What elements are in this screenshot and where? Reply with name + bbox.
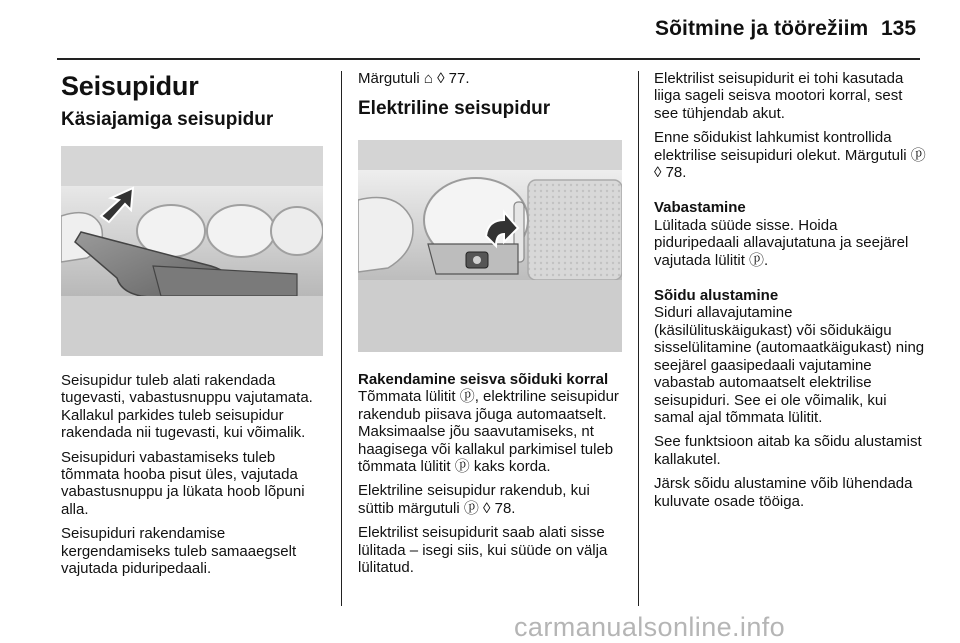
electric-brake-illustration (358, 140, 622, 352)
paragraph: Järsk sõidu alustamine võib lühendada kuluvate osade tööiga. (654, 475, 913, 510)
header-divider (57, 58, 920, 60)
watermark: carmanualsonline.info (514, 612, 786, 642)
section-title: Seisupidur (61, 71, 199, 101)
paragraph: Enne sõidukist lahkumist kontrollida elektrilise seisupiduri olekut. Märgutuli ⓟ ◊ 78. (654, 129, 926, 182)
paragraph: Elektrilist seisupidurit saab alati sisse lülitada – isegi siis, kui süüde on välja lülitatud. (358, 524, 608, 577)
electric-brake-figure (358, 140, 622, 352)
paragraph: See funktsioon aitab ka sõidu alustamist kallakutel. (654, 433, 922, 468)
paragraph: Seisupiduri vabastamiseks tuleb tõmmata hooba pisut üles, vajutada vabastusnuppu ja lükata hoob lõpuni alla. (61, 448, 305, 518)
column-1 (61, 70, 329, 132)
heading-apply-stationary: Rakendamine seisva sõiduki korral (358, 371, 609, 388)
column-3 (654, 70, 926, 517)
page-title: Sõitmine ja töörežiim (655, 17, 869, 40)
paragraph: Seisupidur tuleb alati rakendada tugevasti, vabastusnuppu vajutamata. Kallakul parkides tuleb seisupidur rakendada nii tugevasti, kui võimalik. (61, 372, 313, 442)
indicator-reference: Märgutuli ⌂ ◊ 77. (358, 70, 470, 87)
paragraph: Siduri allavajutamine (käsilülituskäigukast) või sõidukäigu sisselülitamine (automaatkäigukast) ning seejärel gaasipedaali vajutamine vabastab automaatselt elektrilise seisupiduri. See ei ole võimalik, kui samal ajal tõmmata lülitit. (654, 304, 925, 426)
page-number: 135 (881, 17, 917, 40)
heading-release: Vabastamine (654, 199, 746, 217)
paragraph: Lülitada süüde sisse. Hoida piduripedaali allavajutatuna ja seejärel vajutada lülitit ⓟ. (654, 216, 909, 269)
paragraph: Seisupiduri rakendamise kergendamiseks tuleb samaaegselt vajutada piduripedaali. (61, 525, 297, 578)
column-divider-1 (341, 71, 342, 606)
paragraph: Elektrilist seisupidurit ei tohi kasutada liiga sageli seisva mootori korral, sest see tühjendab akut. (654, 70, 904, 122)
subsection-title-electric: Elektriline seisupidur (358, 98, 551, 120)
column-divider-2 (638, 71, 639, 606)
column-2-body (358, 371, 624, 583)
handbrake-illustration (61, 146, 323, 356)
heading-drive-off: Sõidu alustamine (654, 287, 779, 305)
paragraph: Elektriline seisupidur rakendub, kui süttib märgutuli ⓟ ◊ 78. (358, 482, 590, 517)
subsection-title-manual: Käsiajamiga seisupidur (61, 109, 274, 130)
paragraph: Tõmmata lülitit ⓟ, elektriline seisupidur rakendub piisava jõuga automaatselt. Maksimaalse jõu saavutamiseks, nt haagisega või kallakul parkimisel tuleb tõmmata lülitit ⓟ kaks korda. (358, 388, 619, 476)
page-header (0, 0, 960, 58)
column-1-body (61, 372, 329, 584)
handbrake-figure (61, 146, 323, 356)
column-2 (358, 70, 624, 121)
